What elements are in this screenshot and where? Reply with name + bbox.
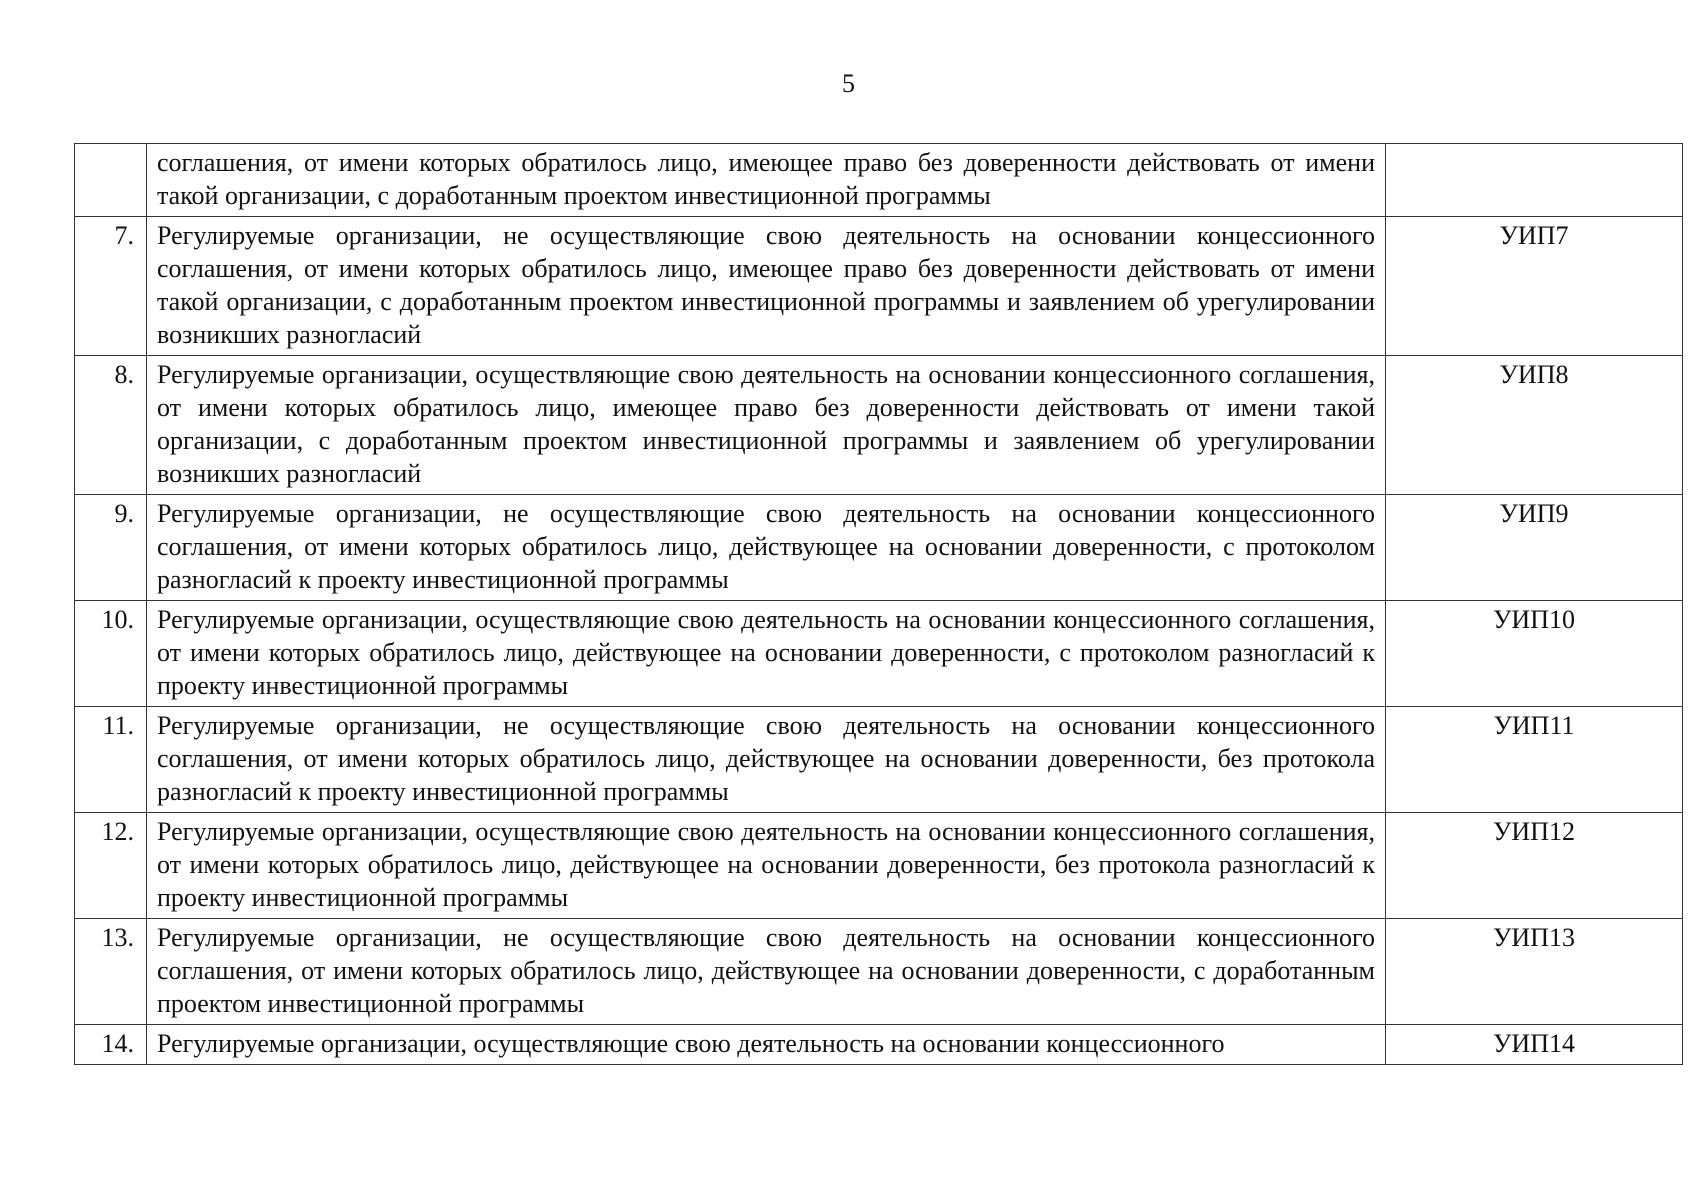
table-row xyxy=(75,707,1683,813)
row-number: 12. xyxy=(75,813,147,919)
row-description: Регулируемые организации, не осуществляющие свою деятельность на основании концессионного соглашения, от имени которых обратилось лицо, действующее на основании доверенности, без протокола разногласий к проекту инвестиционной программы xyxy=(147,707,1386,813)
table-row xyxy=(75,217,1683,356)
row-description: Регулируемые организации, не осуществляющие свою деятельность на основании концессионного соглашения, от имени которых обратилось лицо, имеющее право без доверенности действовать от имени такой организации, с доработанным проектом инвестиционной программы и заявлением об урегулировании возникших разногласий xyxy=(147,217,1386,356)
classification-table xyxy=(74,143,1683,1065)
row-description: Регулируемые организации, осуществляющие свою деятельность на основании концессионного xyxy=(147,1025,1386,1065)
row-description: Регулируемые организации, осуществляющие свою деятельность на основании концессионного соглашения, от имени которых обратилось лицо, действующее на основании доверенности, с протоколом разногласий к проекту инвестиционной программы xyxy=(147,601,1386,707)
table-row xyxy=(75,144,1683,217)
row-description: Регулируемые организации, не осуществляющие свою деятельность на основании концессионного соглашения, от имени которых обратилось лицо, действующее на основании доверенности, с доработанным проектом инвестиционной программы xyxy=(147,919,1386,1025)
row-code: УИП12 xyxy=(1386,813,1683,919)
table-row xyxy=(75,495,1683,601)
row-number xyxy=(75,144,147,217)
table-row xyxy=(75,356,1683,495)
table-row xyxy=(75,919,1683,1025)
row-description: Регулируемые организации, не осуществляющие свою деятельность на основании концессионного соглашения, от имени которых обратилось лицо, действующее на основании доверенности, с протоколом разногласий к проекту инвестиционной программы xyxy=(147,495,1386,601)
row-number: 9. xyxy=(75,495,147,601)
row-code xyxy=(1386,144,1683,217)
row-code: УИП7 xyxy=(1386,217,1683,356)
row-number: 11. xyxy=(75,707,147,813)
row-code: УИП9 xyxy=(1386,495,1683,601)
row-number: 10. xyxy=(75,601,147,707)
row-number: 7. xyxy=(75,217,147,356)
row-description: Регулируемые организации, осуществляющие свою деятельность на основании концессионного соглашения, от имени которых обратилось лицо, имеющее право без доверенности действовать от имени такой организации, с доработанным проектом инвестиционной программы и заявлением об урегулировании возникших разногласий xyxy=(147,356,1386,495)
table-row xyxy=(75,1025,1683,1065)
row-code: УИП13 xyxy=(1386,919,1683,1025)
row-code: УИП11 xyxy=(1386,707,1683,813)
row-code: УИП14 xyxy=(1386,1025,1683,1065)
row-code: УИП8 xyxy=(1386,356,1683,495)
row-number: 14. xyxy=(75,1025,147,1065)
row-description: соглашения, от имени которых обратилось лицо, имеющее право без доверенности действовать от имени такой организации, с доработанным проектом инвестиционной программы xyxy=(147,144,1386,217)
row-code: УИП10 xyxy=(1386,601,1683,707)
table-row xyxy=(75,813,1683,919)
row-description: Регулируемые организации, осуществляющие свою деятельность на основании концессионного соглашения, от имени которых обратилось лицо, действующее на основании доверенности, без протокола разногласий к проекту инвестиционной программы xyxy=(147,813,1386,919)
row-number: 8. xyxy=(75,356,147,495)
table-row xyxy=(75,601,1683,707)
row-number: 13. xyxy=(75,919,147,1025)
page-number: 5 xyxy=(842,69,855,98)
